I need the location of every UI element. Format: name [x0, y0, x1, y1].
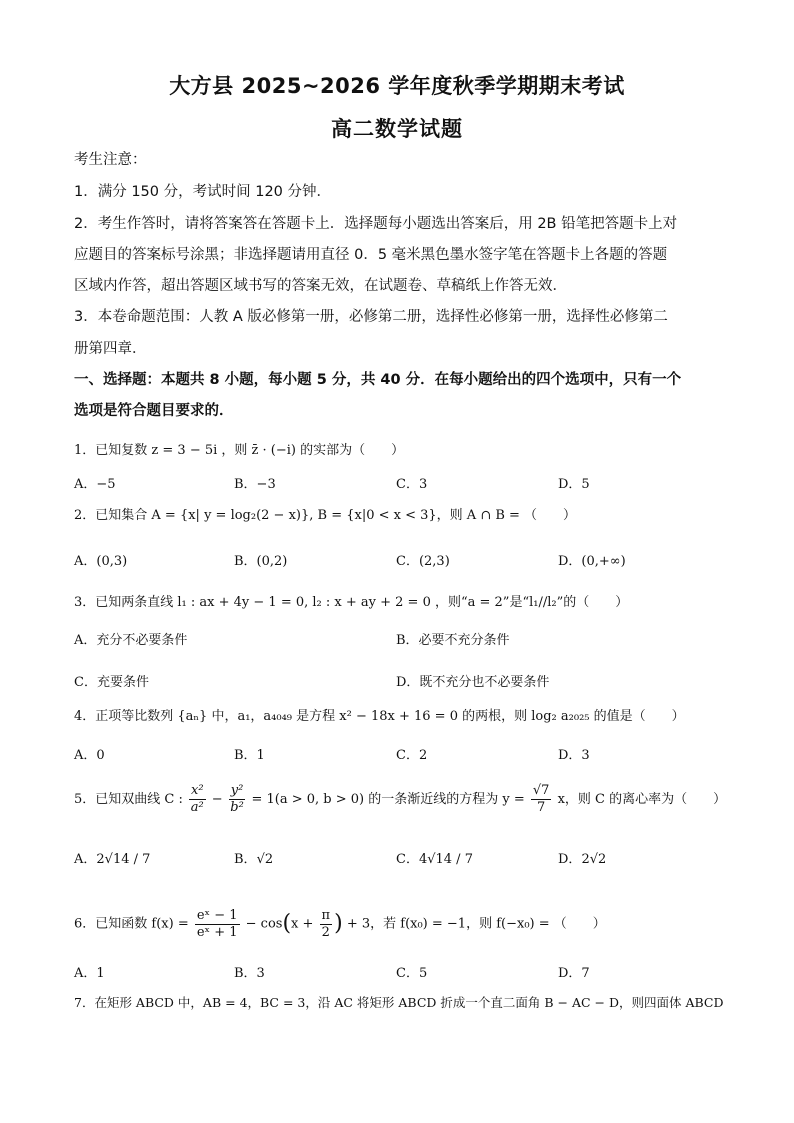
- note-3-line-b: 册第四章．: [74, 341, 147, 357]
- exam-subtitle: 高二数学试题: [331, 117, 463, 141]
- fraction-exp: $\frac{\text{eˣ − 1}}{\text{eˣ + 1}}$: [196, 907, 238, 940]
- fraction-pi-2: $\frac{\pi}{2}$: [321, 907, 331, 940]
- note-2-line-a: 2．考生作答时，请将答案答在答题卡上．选择题每小题选出答案后，用 2B 铅笔把答题卡上对: [74, 216, 678, 232]
- question-5: 5．已知双曲线 C : $\frac{\text{x²}}{\text{a²}}$ − $\frac{\text{y²}}{\text{b²}}$ = 1(a > 0, b > 0) 的一条渐近线的方程为 y = $\frac{√7}{7}$ x，则 C 的离心率为（ ）: [74, 783, 727, 815]
- question-4: 4．正项等比数列 {aₙ} 中，a₁，a₄₀₄₉ 是方程 x² − 18x + 16 = 0 的两根，则 log₂ a₂₀₂₅ 的值是（ ）: [74, 709, 685, 724]
- option-b: B．3: [234, 966, 265, 981]
- option-a: A．(0,3): [74, 554, 128, 569]
- option-d: D．既不充分也不必要条件: [396, 675, 550, 690]
- option-a: A．−5: [74, 477, 116, 492]
- question-2: 2．已知集合 A = {x| y = log₂(2 − x)}, B = {x|0 < x < 3}，则 A ∩ B = （ ）: [74, 508, 577, 523]
- question-6: 6．已知函数 f(x) = $\frac{\text{eˣ − 1}}{\text{eˣ + 1}}$ − cos(x + $\frac{\pi}{2}$ ) + 3，若 f(x₀) = −1，则 f(−x₀) = （ ）: [74, 907, 606, 940]
- question-3-options-row-1: [74, 629, 734, 653]
- question-5-options: [74, 848, 734, 888]
- section-heading-line-a: 一、选择题：本题共 8 小题，每小题 5 分，共 40 分．在每小题给出的四个选项中，只有一个: [74, 372, 682, 388]
- question-1: 1．已知复数 z = 3 − 5i ，则 z̄ · (−i) 的实部为（ ）: [74, 443, 405, 458]
- fraction-x2-a2: $\frac{\text{x²}}{\text{a²}}$: [190, 783, 204, 815]
- note-1: 1．满分 150 分，考试时间 120 分钟．: [74, 184, 332, 200]
- option-a: A．充分不必要条件: [74, 633, 188, 648]
- option-c: C．2: [396, 748, 428, 763]
- option-c: C．5: [396, 966, 428, 981]
- fraction-y2-b2: $\frac{\text{y²}}{\text{b²}}$: [230, 783, 244, 815]
- option-b: B．−3: [234, 477, 276, 492]
- exam-title: 大方县 2025~2026 学年度秋季学期期末考试: [169, 74, 625, 98]
- option-d: D．(0,+∞): [558, 554, 626, 569]
- question-3: 3．已知两条直线 l₁ : ax + 4y − 1 = 0, l₂ : x + ay + 2 = 0 ，则“a = 2”是“l₁//l₂”的（ ）: [74, 595, 629, 610]
- question-2-options: [74, 550, 734, 574]
- option-c: C．4√14 / 7: [396, 852, 473, 867]
- option-b: B．必要不充分条件: [396, 633, 510, 648]
- option-c: C．(2,3): [396, 554, 450, 569]
- option-b: B．1: [234, 748, 265, 763]
- question-1-options: [74, 473, 734, 497]
- question-6-options: [74, 962, 734, 986]
- option-b: B．√2: [234, 852, 274, 867]
- option-d: D．5: [558, 477, 590, 492]
- option-d: D．7: [558, 966, 590, 981]
- question-3-options-row-2: [74, 671, 734, 695]
- note-3-line-a: 3．本卷命题范围：人教 A 版必修第一册，必修第二册，选择性必修第一册，选择性必修第二: [74, 309, 668, 325]
- fraction-sqrt7-7: $\frac{√7}{7}$: [532, 783, 550, 815]
- option-c: C．3: [396, 477, 428, 492]
- section-heading-line-b: 选项是符合题目要求的．: [74, 403, 234, 419]
- option-c: C．充要条件: [74, 675, 149, 690]
- option-a: A．1: [74, 966, 105, 981]
- note-2-line-c: 区域内作答，超出答题区域书写的答案无效，在试题卷、草稿纸上作答无效．: [74, 278, 567, 294]
- option-a: A．0: [74, 748, 105, 763]
- option-d: D．3: [558, 748, 590, 763]
- option-a: A．2√14 / 7: [74, 852, 151, 867]
- option-d: D．2√2: [558, 852, 607, 867]
- question-7: 7．在矩形 ABCD 中，AB = 4，BC = 3，沿 AC 将矩形 ABCD 折成一个直二面角 B − AC − D，则四面体 ABCD: [74, 995, 724, 1010]
- note-2-line-b: 应题目的答案标号涂黑；非选择题请用直径 0．5 毫米黑色墨水签字笔在答题卡上各题的答题: [74, 247, 668, 263]
- question-4-options: [74, 744, 734, 768]
- notes-heading: 考生注意：: [74, 152, 147, 168]
- option-b: B．(0,2): [234, 554, 288, 569]
